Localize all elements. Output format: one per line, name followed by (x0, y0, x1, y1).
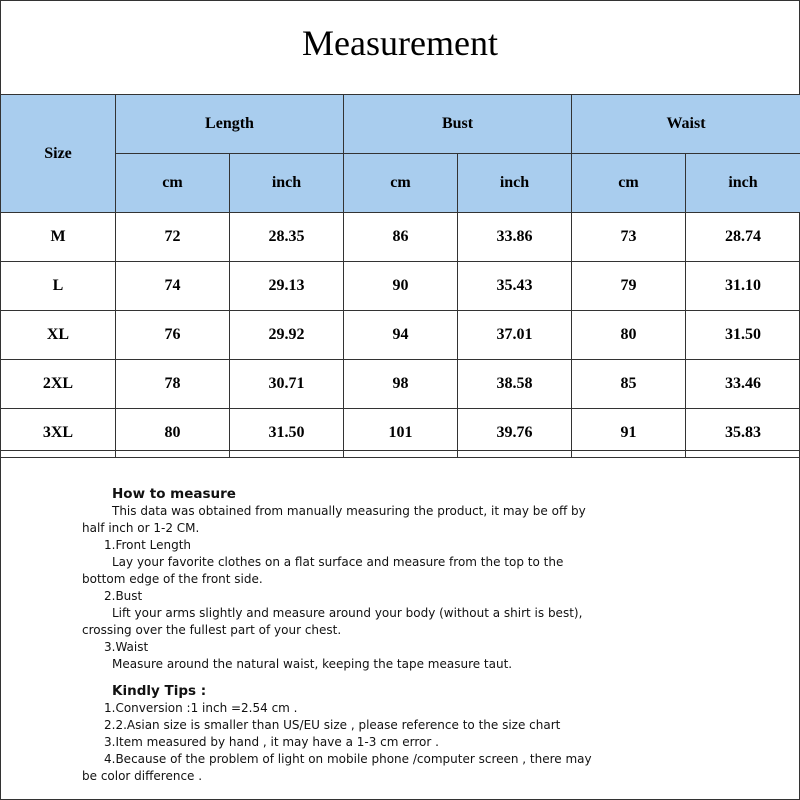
value-cell: 28.74 (686, 213, 800, 262)
group-header-bust: Bust (344, 95, 572, 154)
value-cell: 30.71 (230, 360, 344, 409)
value-cell: 33.86 (458, 213, 572, 262)
header-row-groups (1, 95, 800, 154)
note-subtitle: 2.Bust (104, 589, 143, 603)
page-title: Measurement (302, 23, 498, 63)
value-cell: 98 (344, 360, 458, 409)
value-cell: 31.50 (686, 311, 800, 360)
value-cell: 90 (344, 262, 458, 311)
value-cell: 35.83 (686, 409, 800, 458)
value-cell: 80 (572, 311, 686, 360)
how-to-heading: How to measure (112, 486, 236, 502)
tip-line: 3.Item measured by hand , it may have a 1-3 cm error . (104, 735, 439, 749)
note-subtitle: 3.Waist (104, 640, 149, 654)
group-header-waist: Waist (572, 95, 800, 154)
value-cell: 73 (572, 213, 686, 262)
note-line: Lift your arms slightly and measure around your body (without a shirt is best), (112, 606, 583, 620)
value-cell: 78 (116, 360, 230, 409)
value-cell: 33.46 (686, 360, 800, 409)
unit-header: cm (572, 154, 686, 213)
unit-header: cm (116, 154, 230, 213)
value-cell: 31.10 (686, 262, 800, 311)
value-cell: 29.13 (230, 262, 344, 311)
value-cell: 91 (572, 409, 686, 458)
header-row-units (1, 154, 800, 213)
table-row (1, 311, 800, 360)
tip-line: 1.Conversion :1 inch =2.54 cm . (104, 701, 298, 715)
section-divider (0, 450, 800, 451)
unit-header: inch (686, 154, 800, 213)
unit-header: inch (230, 154, 344, 213)
size-cell: L (1, 262, 116, 311)
size-cell: 2XL (1, 360, 116, 409)
note-line: crossing over the fullest part of your chest. (82, 623, 342, 637)
size-header: Size (1, 95, 116, 213)
value-cell: 72 (116, 213, 230, 262)
value-cell: 28.35 (230, 213, 344, 262)
note-line: Measure around the natural waist, keeping the tape measure taut. (112, 657, 513, 671)
measurement-notes (82, 486, 722, 785)
value-cell: 80 (116, 409, 230, 458)
value-cell: 101 (344, 409, 458, 458)
value-cell: 76 (116, 311, 230, 360)
tip-line: 2.2.Asian size is smaller than US/EU size , please reference to the size chart (104, 718, 561, 732)
value-cell: 94 (344, 311, 458, 360)
value-cell: 74 (116, 262, 230, 311)
tips-heading: Kindly Tips : (112, 683, 207, 699)
note-line: Lay your favorite clothes on a flat surface and measure from the top to the (112, 555, 564, 569)
table-row (1, 213, 800, 262)
tip-line: be color difference . (82, 769, 203, 783)
value-cell: 38.58 (458, 360, 572, 409)
table-row (1, 360, 800, 409)
size-cell: 3XL (1, 409, 116, 458)
value-cell: 79 (572, 262, 686, 311)
value-cell: 85 (572, 360, 686, 409)
tip-line: 4.Because of the problem of light on mobile phone /computer screen , there may (104, 752, 592, 766)
note-line: This data was obtained from manually measuring the product, it may be off by (112, 504, 586, 518)
size-table (0, 94, 800, 458)
value-cell: 29.92 (230, 311, 344, 360)
note-subtitle: 1.Front Length (104, 538, 192, 552)
value-cell: 35.43 (458, 262, 572, 311)
value-cell: 31.50 (230, 409, 344, 458)
value-cell: 37.01 (458, 311, 572, 360)
value-cell: 86 (344, 213, 458, 262)
group-header-length: Length (116, 95, 344, 154)
unit-header: cm (344, 154, 458, 213)
size-cell: XL (1, 311, 116, 360)
note-line: half inch or 1-2 CM. (82, 521, 200, 535)
note-line: bottom edge of the front side. (82, 572, 263, 586)
table-row (1, 262, 800, 311)
unit-header: inch (458, 154, 572, 213)
size-cell: M (1, 213, 116, 262)
value-cell: 39.76 (458, 409, 572, 458)
